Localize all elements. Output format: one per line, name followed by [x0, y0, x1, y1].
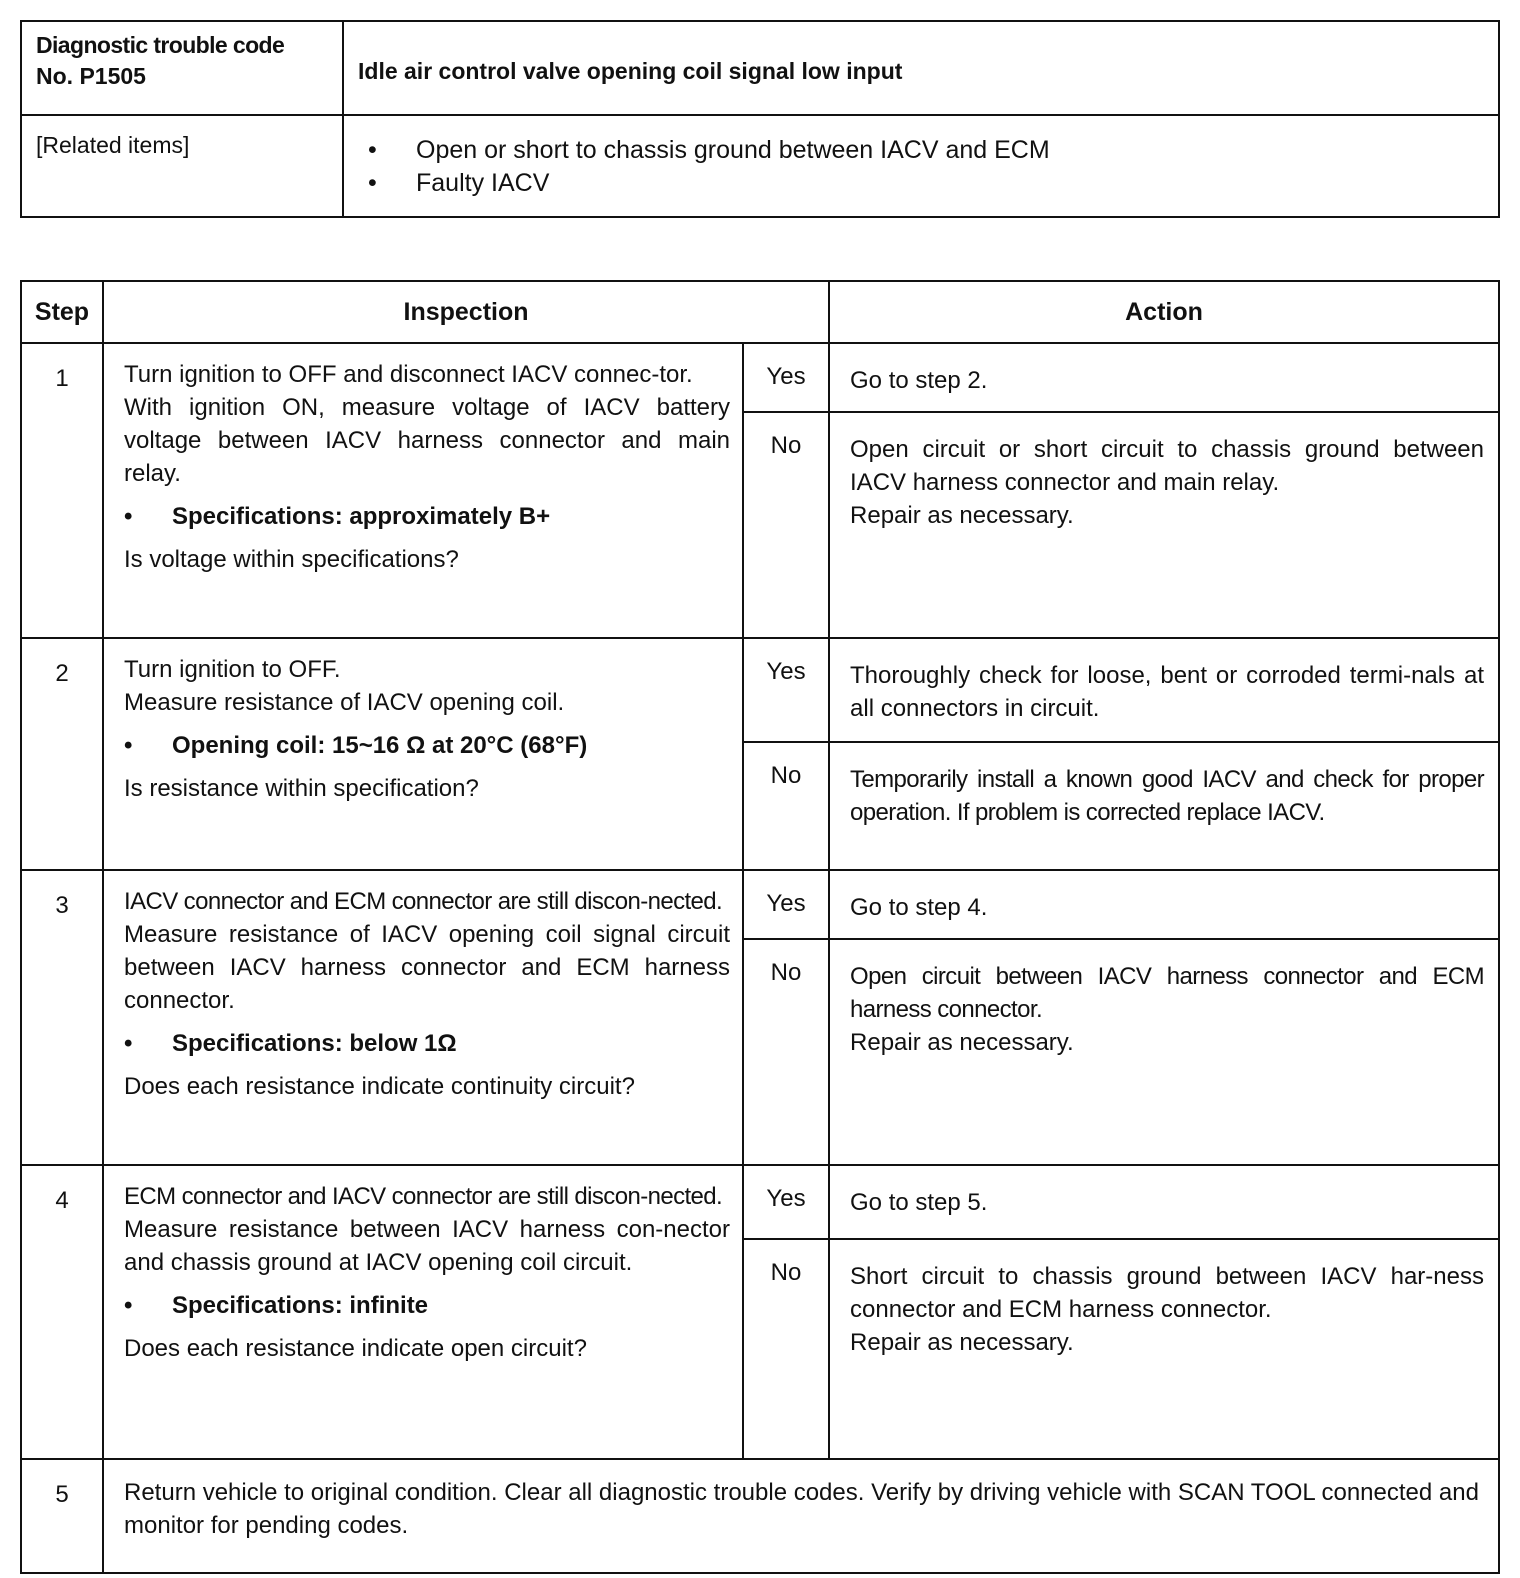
dtc-label-line1: Diagnostic trouble code — [36, 32, 285, 58]
inspection-text: With ignition ON, measure voltage of IACV battery voltage between IACV harness connector and main relay. — [124, 394, 730, 487]
step-row — [21, 1459, 1499, 1573]
dtc-code: No. P1505 — [36, 63, 146, 89]
inspection-spec: • Specifications: approximately B+ — [124, 500, 730, 533]
yes-action: Go to step 2. — [829, 343, 1499, 412]
action-text: Repair as necessary. — [850, 1329, 1074, 1356]
no-label: No — [743, 742, 829, 870]
header-action: Action — [829, 281, 1499, 343]
final-step-text: Return vehicle to original condition. Clear all diagnostic trouble codes. Verify by driving vehicle with SCAN TOOL connected and monitor for pending codes. — [103, 1459, 1499, 1573]
no-label: No — [743, 412, 829, 638]
step-row — [21, 638, 1499, 742]
step-number: 2 — [21, 638, 103, 870]
step-row — [21, 870, 1499, 939]
step-number: 5 — [21, 1459, 103, 1573]
inspection-text: IACV connector and ECM connector are still discon-nected. — [124, 888, 723, 915]
related-items-list — [358, 134, 1484, 200]
inspection-text: Measure resistance of IACV opening coil. — [124, 689, 565, 716]
diagnostic-steps-table — [20, 280, 1500, 1574]
action-text: Repair as necessary. — [850, 502, 1074, 529]
inspection-text: ECM connector and IACV connector are still discon-nected. — [124, 1183, 723, 1210]
step-row — [21, 343, 1499, 412]
dtc-label-cell — [21, 21, 343, 115]
inspection-spec: • Specifications: below 1Ω — [124, 1027, 730, 1060]
yes-label: Yes — [743, 343, 829, 412]
no-action — [829, 412, 1499, 638]
yes-label: Yes — [743, 1165, 829, 1239]
inspection-text: Measure resistance of IACV opening coil signal circuit between IACV harness connector and ECM harness connector. — [124, 921, 730, 1014]
no-action — [829, 742, 1499, 870]
dtc-title: Idle air control valve opening coil signal low input — [343, 21, 1499, 115]
header-step: Step — [21, 281, 103, 343]
inspection-text: Turn ignition to OFF. — [124, 656, 341, 683]
inspection-text: Measure resistance between IACV harness con-nector and chassis ground at IACV opening coil circuit. — [124, 1216, 730, 1276]
step-row — [21, 1165, 1499, 1239]
action-text: Open circuit or short circuit to chassis ground between IACV harness connector and main relay. — [850, 436, 1484, 496]
step-number: 1 — [21, 343, 103, 638]
action-text: Temporarily install a known good IACV and check for proper operation. If problem is corrected replace IACV. — [850, 766, 1484, 826]
inspection-question: Is voltage within specifications? — [124, 546, 459, 573]
dtc-info-table — [20, 20, 1500, 218]
yes-action: Go to step 4. — [829, 870, 1499, 939]
step-inspection — [103, 870, 743, 1165]
inspection-question: Is resistance within specification? — [124, 775, 479, 802]
action-text: Short circuit to chassis ground between IACV har-ness connector and ECM harness connector. — [850, 1263, 1484, 1323]
yes-action: Thoroughly check for loose, bent or corroded termi-nals at all connectors in circuit. — [829, 638, 1499, 742]
step-inspection — [103, 1165, 743, 1459]
action-text: Open circuit between IACV harness connector and ECM harness connector. — [850, 963, 1484, 1023]
no-label: No — [743, 1239, 829, 1459]
step-number: 4 — [21, 1165, 103, 1459]
yes-label: Yes — [743, 870, 829, 939]
related-items-label: [Related items] — [21, 115, 343, 217]
header-inspection: Inspection — [103, 281, 829, 343]
inspection-spec: • Opening coil: 15~16 Ω at 20°C (68°F) — [124, 729, 730, 762]
inspection-text: Turn ignition to OFF and disconnect IACV connec-tor. — [124, 361, 693, 388]
inspection-spec: • Specifications: infinite — [124, 1289, 730, 1322]
yes-action: Go to step 5. — [829, 1165, 1499, 1239]
step-inspection — [103, 343, 743, 638]
yes-label: Yes — [743, 638, 829, 742]
step-number: 3 — [21, 870, 103, 1165]
no-action — [829, 1239, 1499, 1459]
no-action — [829, 939, 1499, 1165]
related-items-cell — [343, 115, 1499, 217]
related-item: • Open or short to chassis ground between IACV and ECM — [358, 134, 1484, 167]
related-item: • Faulty IACV — [358, 167, 1484, 200]
inspection-question: Does each resistance indicate continuity circuit? — [124, 1073, 635, 1100]
step-inspection — [103, 638, 743, 870]
inspection-question: Does each resistance indicate open circuit? — [124, 1335, 587, 1362]
action-text: Repair as necessary. — [850, 1029, 1074, 1056]
no-label: No — [743, 939, 829, 1165]
